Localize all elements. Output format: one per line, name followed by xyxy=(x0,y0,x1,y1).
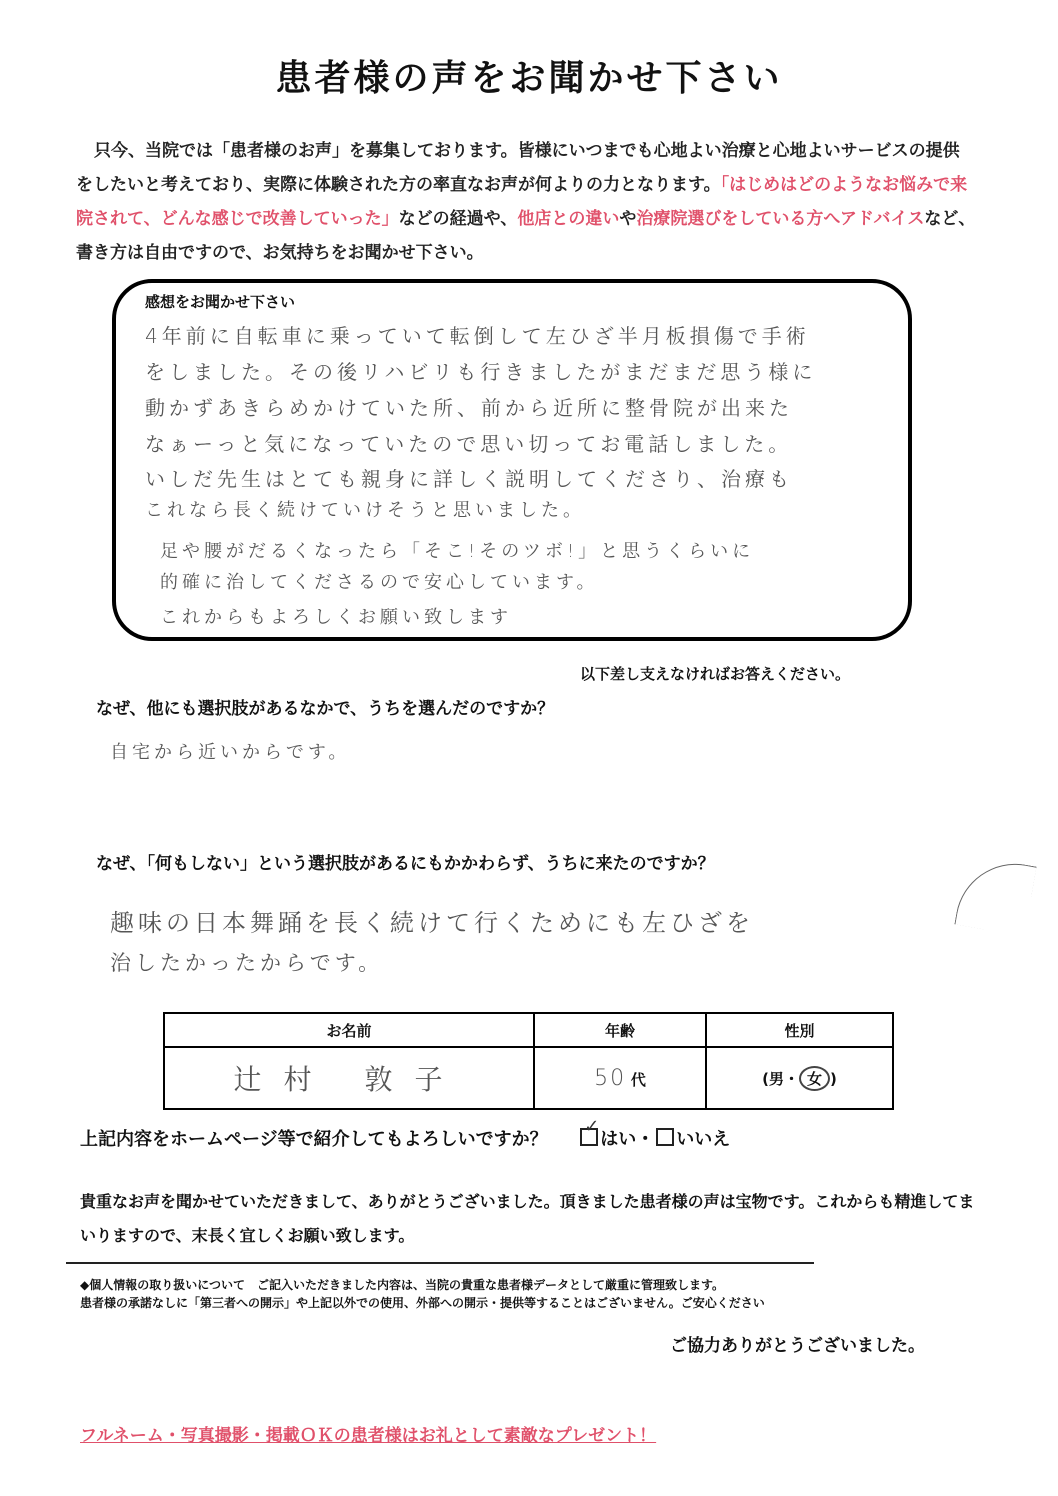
name-header: お名前 xyxy=(164,1013,534,1047)
age-suffix: 代 xyxy=(630,1070,646,1089)
intro-text-3: や xyxy=(619,209,637,229)
privacy-line-1: ◆個人情報の取り扱いについて ご記入いただきました内容は、当院の貴重な患者様データとして厳重に管理致します。 xyxy=(80,1278,725,1292)
divider xyxy=(66,1262,814,1264)
privacy-line-2: 患者様の承諾なしに「第三者への開示」や上記以外での使用、外部への開示・提供等することはございません。ご安心ください xyxy=(80,1296,765,1310)
intro-text-2: などの経過や、 xyxy=(398,209,518,229)
consent-no-label: いいえ xyxy=(676,1129,731,1150)
gender-header: 性別 xyxy=(706,1013,893,1047)
impression-label: 感想をお聞かせ下さい xyxy=(145,293,296,311)
consent-separator: ・ xyxy=(636,1129,655,1150)
answer-2-line: 趣味の日本舞踊を長く続けて行くためにも左ひざを xyxy=(110,909,754,937)
gender-close: ) xyxy=(830,1069,837,1088)
impression-line: 動かずあきらめかけていた所、前から近所に整骨院が出来た xyxy=(145,396,793,420)
consent-row xyxy=(80,1125,730,1151)
impression-line: これなら長く続けていけそうと思いました。 xyxy=(145,500,585,521)
name-value: 辻村 敦子 xyxy=(233,1063,465,1096)
privacy-notice xyxy=(80,1276,980,1312)
footer-promo: フルネーム・写真撮影・掲載ＯＫの患者様はお礼として素敵なプレゼント！ xyxy=(80,1426,657,1446)
closing-message: ご協力ありがとうございました。 xyxy=(670,1336,925,1356)
age-cell xyxy=(534,1047,706,1109)
consent-no-checkbox[interactable] xyxy=(656,1128,674,1146)
name-cell xyxy=(164,1047,534,1109)
impression-line: これからもよろしくお願い致します xyxy=(160,607,512,628)
intro-text-1: 只今、当院では「患者様のお声」を募集しております。皆様にいつまでも心地よい治療と心地よいサービスの提供をしたいと考えており、実際に体験された方の率直なお声が何よりの力となります。 xyxy=(76,141,960,195)
question-2: なぜ、「何もしない」という選択肢があるにもかかわらず、うちに来たのですか？ xyxy=(96,854,715,874)
impression-line: 足や腰がだるくなったら「そこ!そのツボ!」と思うくらいに xyxy=(160,541,755,562)
gender-options xyxy=(762,1066,837,1091)
gender-female-selected[interactable]: 女 xyxy=(799,1066,830,1091)
intro-red-1: 「はじめはどのようなお悩みで来院されて、どんな感じで改善していった」 xyxy=(76,175,968,229)
info-table xyxy=(163,1012,894,1110)
gender-male[interactable]: 男 xyxy=(768,1069,784,1088)
gender-cell xyxy=(706,1047,893,1109)
consent-yes-checkbox[interactable] xyxy=(580,1128,598,1146)
intro-paragraph xyxy=(76,134,976,270)
intro-red-3: 治療院選びをしている方へアドバイス xyxy=(636,209,925,229)
age-value: 50 xyxy=(594,1065,627,1091)
intro-text-4: など、書き方は自由ですので、お気持ちをお聞かせ下さい。 xyxy=(76,209,976,263)
impression-line: いしだ先生はとても親身に詳しく説明してくださり、治療も xyxy=(145,467,793,491)
margin-mark xyxy=(954,854,1036,936)
impression-line: 的確に治してくださるので安心しています。 xyxy=(160,572,599,593)
impression-line: なぁーっと気になっていたので思い切ってお電話しました。 xyxy=(145,432,793,456)
thanks-message: 貴重なお声を聞かせていただきまして、ありがとうございました。頂きました患者様の声は宝物です。これからも精進してまいりますので、末長く宜しくお願い致します。 xyxy=(80,1192,975,1245)
age-header: 年齢 xyxy=(534,1013,706,1047)
consent-yes-label: はい xyxy=(600,1129,637,1150)
page-title: 患者様の声をお聞かせ下さい xyxy=(275,58,783,99)
answer-1: 自宅から近いからです。 xyxy=(110,742,351,763)
impression-line: をしました。その後リハビリも行きましたがまだまだ思う様に xyxy=(145,360,817,384)
optional-note: 以下差し支えなければお答えください。 xyxy=(580,665,851,683)
answer-2-line: 治したかったからです。 xyxy=(110,951,384,975)
question-1: なぜ、他にも選択肢があるなかで、うちを選んだのですか？ xyxy=(96,699,555,719)
intro-red-2: 他店との違い xyxy=(517,209,620,229)
impression-line: 4年前に自転車に乗っていて転倒して左ひざ半月板損傷で手術 xyxy=(145,324,810,348)
gender-dot: ・ xyxy=(783,1069,799,1088)
consent-question: 上記内容をホームページ等で紹介してもよろしいですか？ xyxy=(80,1129,548,1150)
gender-open: ( xyxy=(762,1069,769,1088)
